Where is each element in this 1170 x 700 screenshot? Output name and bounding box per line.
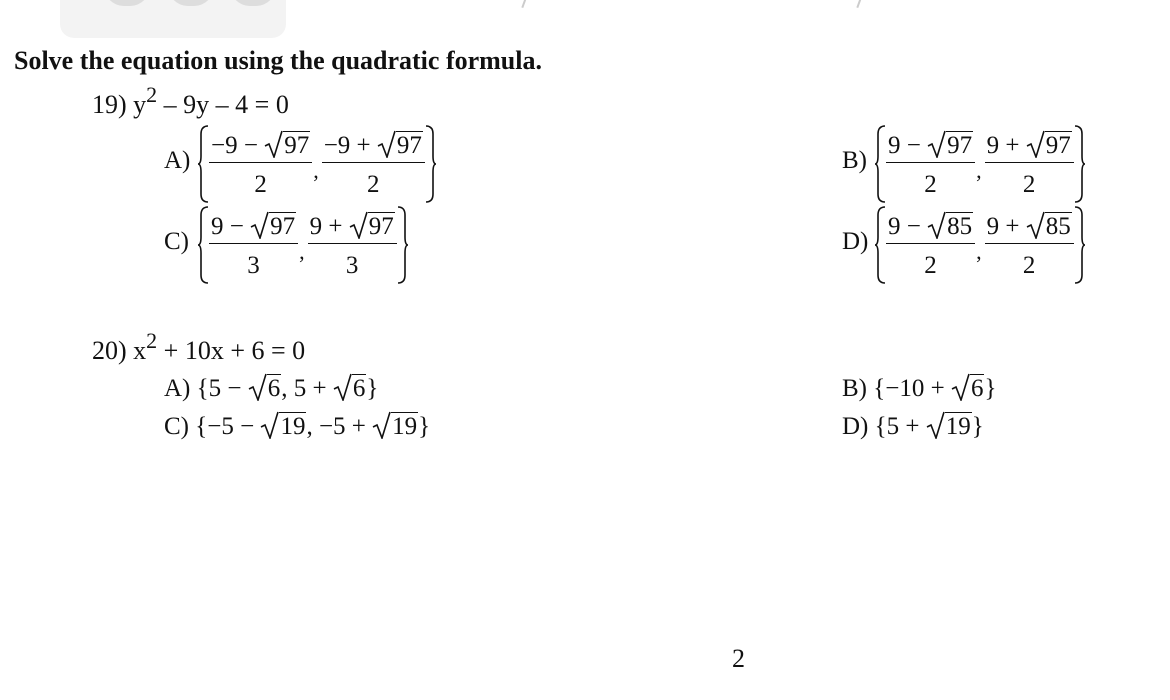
denominator: 2 bbox=[254, 171, 267, 198]
separator: , bbox=[313, 158, 319, 183]
choice-19-d-set[interactable] bbox=[874, 202, 1086, 288]
right-brace-icon bbox=[397, 205, 409, 285]
choice-letter: C) bbox=[164, 413, 189, 440]
numerator: 9 + 85 bbox=[985, 212, 1074, 244]
equation-var: x bbox=[133, 336, 147, 365]
left-brace-icon bbox=[874, 205, 886, 285]
numerator: −9 + 97 bbox=[322, 131, 425, 163]
question-19-equation bbox=[92, 82, 289, 119]
numerator: 9 − 97 bbox=[886, 131, 975, 163]
square-root: 6 bbox=[248, 374, 282, 401]
denominator: 2 bbox=[924, 252, 937, 279]
choice-20-b[interactable]: B) {−10 + 6} bbox=[842, 375, 997, 402]
fraction bbox=[886, 131, 975, 197]
fraction bbox=[308, 212, 397, 278]
equation-rest: + 10x + 6 = 0 bbox=[157, 336, 306, 365]
left-brace-icon bbox=[197, 205, 209, 285]
cropped-glyph bbox=[230, 0, 276, 6]
equation-rest: – 9y – 4 = 0 bbox=[157, 90, 289, 119]
right-brace-icon bbox=[425, 124, 437, 204]
choice-letter: B) bbox=[842, 147, 867, 174]
denominator: 2 bbox=[1022, 252, 1036, 279]
choice-20-c[interactable]: C) {−5 − 19, −5 + 19} bbox=[164, 413, 431, 440]
square-root: 97 bbox=[1026, 131, 1072, 158]
choice-19-a-set[interactable] bbox=[197, 121, 437, 207]
choice-19-c-set[interactable] bbox=[197, 202, 409, 288]
denominator: 2 bbox=[924, 171, 937, 198]
numerator: 9 + 97 bbox=[985, 131, 1074, 163]
cropped-header-artifact bbox=[60, 0, 286, 38]
right-brace-icon bbox=[1074, 124, 1086, 204]
question-number: 19) bbox=[92, 90, 127, 119]
separator: , bbox=[976, 239, 982, 264]
cropped-mark bbox=[521, 0, 526, 8]
equation-exponent: 2 bbox=[146, 328, 158, 353]
denominator: 3 bbox=[345, 252, 359, 279]
question-20-equation bbox=[92, 328, 306, 365]
square-root: 6 bbox=[951, 374, 985, 401]
denominator: 3 bbox=[247, 252, 260, 279]
square-root: 97 bbox=[250, 212, 296, 239]
square-root: 6 bbox=[333, 374, 367, 401]
choice-letter: D) bbox=[842, 413, 869, 440]
numerator: 9 − 97 bbox=[209, 212, 298, 244]
choice-letter: A) bbox=[164, 147, 191, 174]
denominator: 2 bbox=[367, 171, 380, 198]
right-brace-icon bbox=[1074, 205, 1086, 285]
instruction-heading: Solve the equation using the quadratic formula. bbox=[14, 46, 542, 75]
fraction bbox=[209, 212, 298, 278]
fraction bbox=[985, 131, 1074, 197]
denominator: 2 bbox=[1022, 171, 1036, 198]
square-root: 19 bbox=[372, 412, 418, 439]
choice-19-b-set[interactable] bbox=[874, 121, 1086, 207]
fraction bbox=[209, 131, 312, 197]
square-root: 19 bbox=[260, 412, 306, 439]
numerator: 9 − 85 bbox=[886, 212, 975, 244]
left-brace-icon bbox=[874, 124, 886, 204]
separator: , bbox=[976, 158, 982, 183]
choice-letter: B) bbox=[842, 375, 867, 402]
equation-exponent: 2 bbox=[146, 82, 158, 107]
square-root: 97 bbox=[927, 131, 973, 158]
square-root: 85 bbox=[1026, 212, 1072, 239]
fraction bbox=[886, 212, 975, 278]
square-root: 97 bbox=[264, 131, 310, 158]
left-brace-icon bbox=[197, 124, 209, 204]
equation-var: y bbox=[133, 90, 147, 119]
fraction bbox=[985, 212, 1074, 278]
choice-20-d[interactable]: D) {5 + 19} bbox=[842, 413, 984, 440]
question-number: 20) bbox=[92, 336, 127, 365]
cropped-mark bbox=[856, 0, 861, 8]
numerator: 9 + 97 bbox=[308, 212, 397, 244]
cropped-glyph bbox=[168, 0, 214, 6]
square-root: 97 bbox=[377, 131, 423, 158]
choice-letter: A) bbox=[164, 375, 191, 402]
square-root: 85 bbox=[927, 212, 973, 239]
cropped-glyph bbox=[104, 0, 150, 6]
separator: , bbox=[299, 239, 305, 264]
numerator: −9 − 97 bbox=[209, 131, 312, 163]
choice-letter: D) bbox=[842, 228, 869, 255]
choice-letter: C) bbox=[164, 228, 189, 255]
square-root: 97 bbox=[349, 212, 395, 239]
fraction bbox=[322, 131, 425, 197]
page-number: 2 bbox=[732, 644, 745, 673]
choice-20-a[interactable]: A) {5 − 6, 5 + 6} bbox=[164, 375, 379, 402]
square-root: 19 bbox=[926, 412, 972, 439]
